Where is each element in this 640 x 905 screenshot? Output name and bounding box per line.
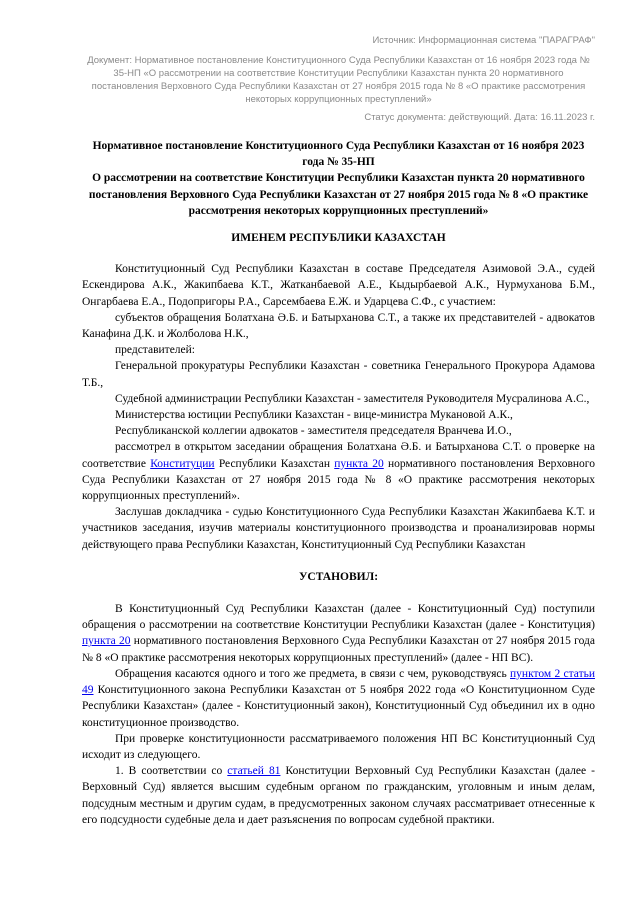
- paragraph: 1. В соответствии со статьей 81 Конституции Верховный Суд Республики Казахстан (далее - Верховный Суд) является высшим судебным органом по гражданским, уголовным и иным делам, подсудным местным и другим судам, в предусмотренных законом случаях рассматривает отнесенные к его подсудности судебные дела и дает разъяснения по вопросам судебной практики.: [82, 765, 595, 826]
- paragraph: рассмотрел в открытом заседании обращения Болатхана Ә.Б. и Батырханова С.Т. о проверке на соответствие Конституции Республики Казахстан пункта 20 нормативного постановления Верховного Суда Республики Казахстан от 27 ноября 2015 года № 8 «О практике рассмотрения некоторых коррупционных преступлений».: [82, 441, 595, 503]
- inline-link[interactable]: пунктом 2 статьи 49: [82, 667, 595, 697]
- document-title-line1: Нормативное постановление Конституционного Суда Республики Казахстан от 16 ноября 2023 года № 35-НП: [92, 140, 585, 169]
- established-paragraphs: [82, 601, 595, 828]
- paragraph: представителей:: [115, 344, 195, 357]
- heading-in-the-name-of-republic: ИМЕНЕМ РЕСПУБЛИКИ КАЗАХСТАН: [231, 232, 446, 245]
- paragraph: Обращения касаются одного и того же предмета, в связи с чем, руководствуясь пунктом 2 статьи 49 Конституционного закона Республики Казахстан от 5 ноября 2022 года «О Конституционном Суде Республики Казахстан» (далее - Конституционный закон), Конституционный Суд объединил их в одно конституционное производство.: [82, 667, 595, 729]
- inline-link[interactable]: пункта 20: [82, 635, 131, 648]
- document-title-line2: О рассмотрении на соответствие Конституции Республики Казахстан пункта 20 нормативного постановления Верховного Суда Республики Казахстан от 27 ноября 2015 года № 8 «О практике рассмотрения некоторых коррупционных преступлений»: [88, 172, 589, 217]
- paragraph: Заслушав докладчика - судью Конституционного Суда Республики Казахстан Жакипбаева К.Т. и участников заседания, изучив материалы конституционного производства и проанализировав нормы действующего права Республики Казахстан, Конституционный Суд Республики Казахстан: [82, 506, 595, 551]
- inline-link[interactable]: пункта 20: [334, 457, 384, 470]
- paragraph: В Конституционный Суд Республики Казахстан (далее - Конституционный Суд) поступили обращения о рассмотрении на соответствие Конституции Республики Казахстан (далее - Конституция) пункта 20 нормативного постановления Верховного Суда Республики Казахстан от 27 ноября 2015 года № 8 «О практике рассмотрения некоторых коррупционных преступлений» (далее - НП ВС).: [82, 603, 595, 664]
- document-meta-header: [82, 34, 595, 124]
- source-line: Источник: Информационная система "ПАРАГРАФ": [372, 35, 595, 46]
- heading-established: УСТАНОВИЛ:: [298, 570, 379, 583]
- paragraph: Республиканской коллегии адвокатов - заместителя председателя Вранчева И.О.,: [115, 425, 512, 438]
- inline-link[interactable]: Конституции: [150, 457, 215, 470]
- document-body: [82, 138, 595, 828]
- paragraph: Судебной администрации Республики Казахстан - заместителя Руководителя Мусралинова А.С.,: [115, 392, 590, 405]
- document-title: [82, 138, 595, 219]
- paragraph: субъектов обращения Болатхана Ә.Б. и Батырханова С.Т., а также их представителей - адвокатов Канафина Д.К. и Жолболова Н.К.,: [82, 311, 595, 341]
- status-line: Статус документа: действующий. Дата: 16.11.2023 г.: [364, 112, 595, 123]
- intro-paragraphs: [82, 261, 595, 553]
- paragraph: При проверке конституционности рассматриваемого положения НП ВС Конституционный Суд исходит из следующего.: [82, 732, 595, 761]
- paragraph: Конституционный Суд Республики Казахстан в составе Председателя Азимовой Э.А., судей Ескендирова А.К., Жакипбаева К.Т., Жатканбаевой А.Е., Кыдырбаевой А.К., Нурмуханова Б.М., Онгарбаева Е.А., Подопригоры Р.А., Сарсембаева Е.Ж. и Ударцева С.Ф., с участием:: [82, 263, 595, 308]
- inline-link[interactable]: статьей 81: [227, 765, 281, 778]
- document-description-line: Документ: Нормативное постановление Конституционного Суда Республики Казахстан от 16 ноября 2023 года № 35-НП «О рассмотрении на соответствие Конституции Республики Казахстан пункта 20 нормативного постановления Верховного Суда Республики Казахстан от 27 ноября 2015 года № 8 «О практике рассмотрения некоторых коррупционных преступлений»: [87, 55, 590, 105]
- paragraph: Министерства юстиции Республики Казахстан - вице-министра Мукановой А.К.,: [115, 409, 513, 422]
- paragraph: Генеральной прокуратуры Республики Казахстан - советника Генерального Прокурора Адамова Т.Б.,: [82, 360, 595, 389]
